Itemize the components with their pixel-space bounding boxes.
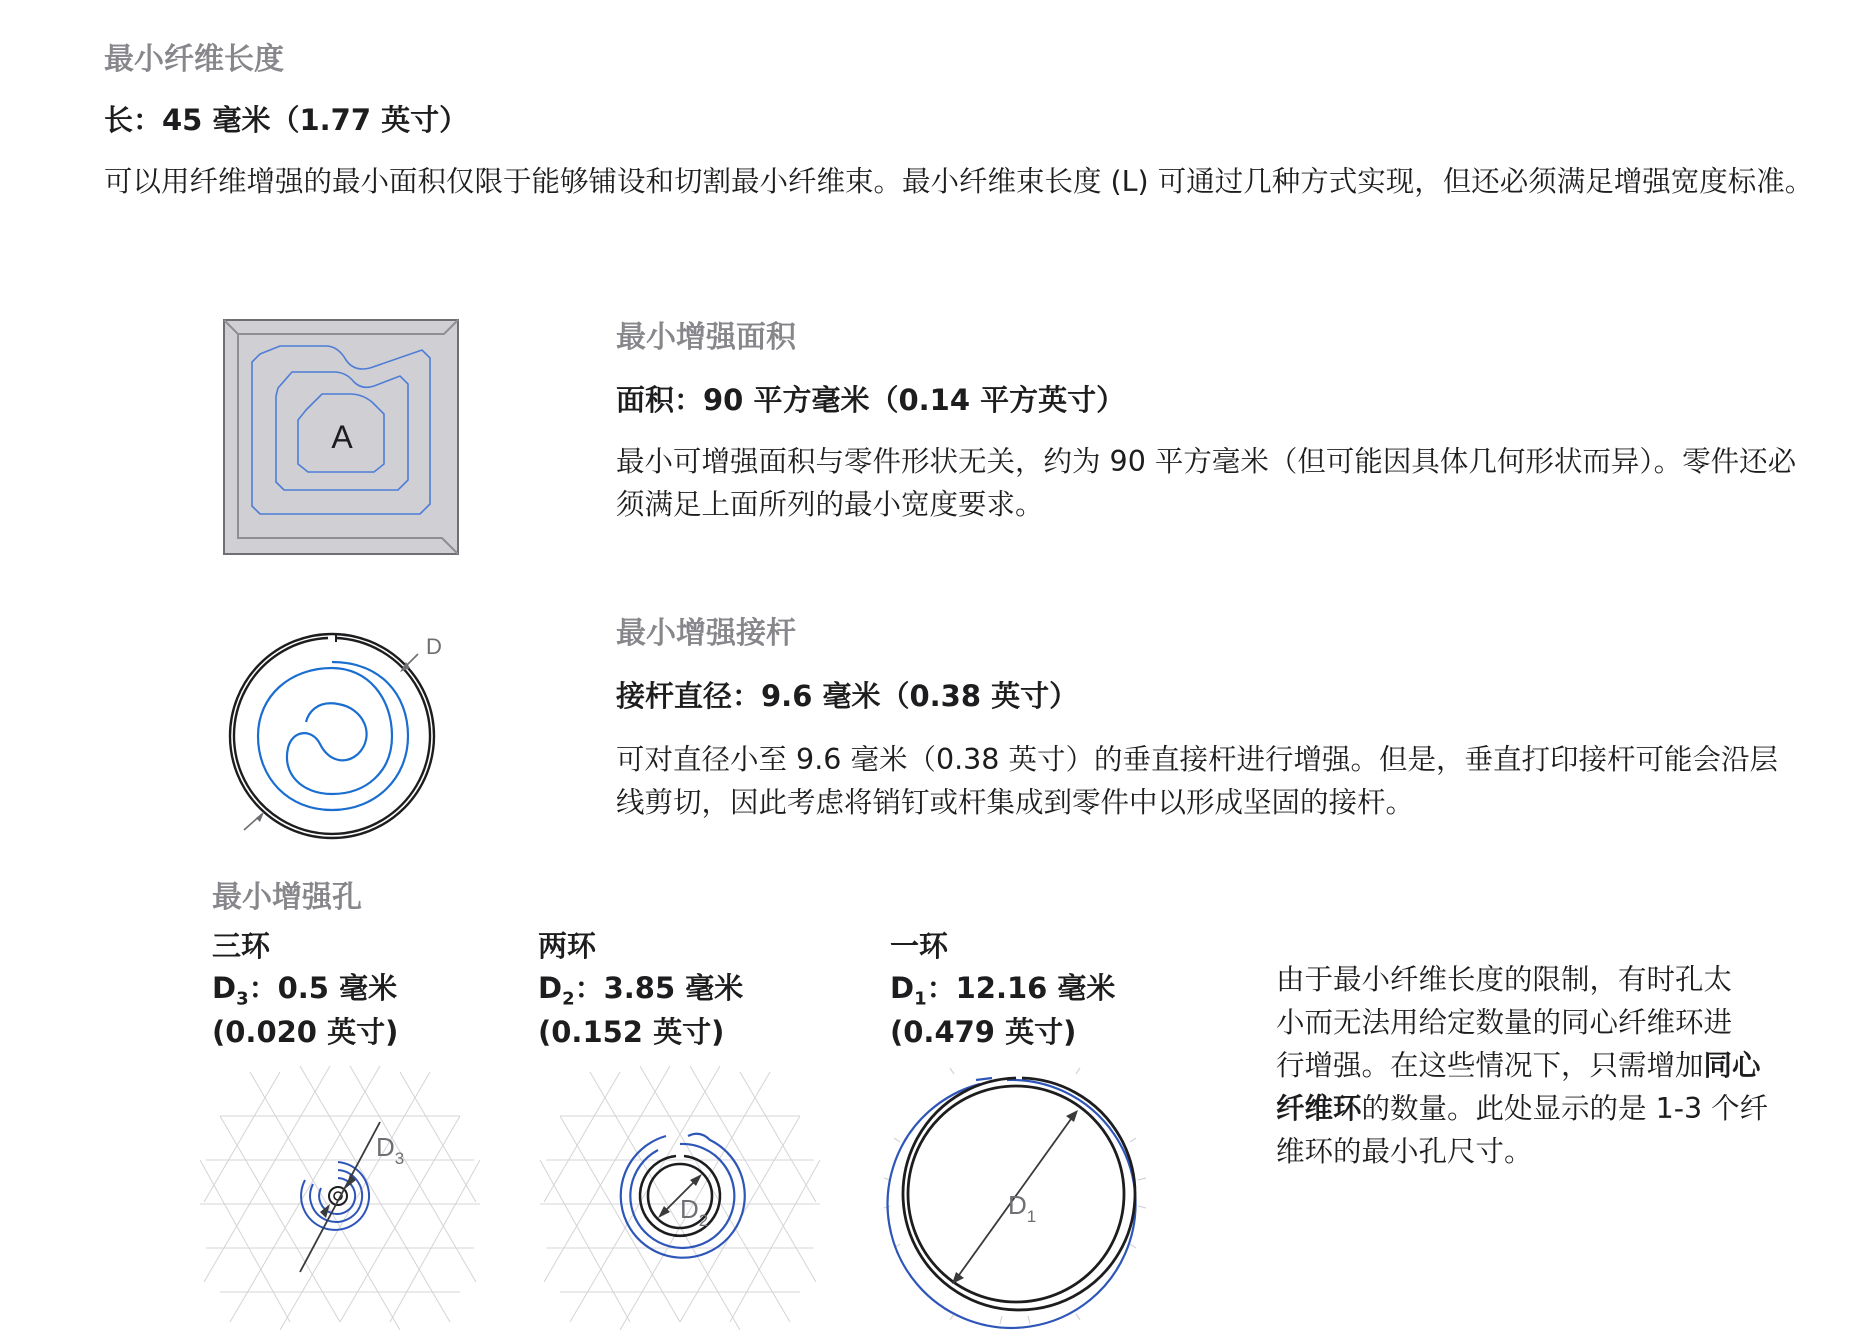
hole-2-figure [540, 1060, 820, 1330]
area-spec: 面积：90 平方毫米（0.14 平方英寸） [616, 383, 1126, 417]
hole-2-title: 两环 [538, 929, 597, 963]
area-figure [222, 316, 462, 556]
post-body: 可对直径小至 9.6 毫米（0.38 英寸）的垂直接杆进行增强。但是，垂直打印接杆可能会沿层线剪切，因此考虑将销钉或杆集成到零件中以形成坚固的接杆。 [616, 743, 1778, 819]
hole-2-inch: (0.152 英寸) [538, 1015, 725, 1049]
svg-text:D2: $D_2$ [680, 1194, 709, 1230]
hole-1-value: $D_3$：0.5 毫米 [212, 971, 398, 1010]
area-eyebrow: 最小增强面积 [616, 320, 796, 355]
post-eyebrow: 最小增强接杆 [616, 616, 796, 651]
holes-body: 由于最小纤维长度的限制，有时孔太 小而无法用给定数量的同心纤维环进 行增强。在这些情况下，只需增加同心 纤维环的数量。此处显示的是 1-3 个纤 维环的最小孔尺寸。 [1276, 963, 1769, 1168]
hole-1-title: 三环 [212, 929, 271, 963]
hole-1-inch: (0.020 英寸) [212, 1015, 399, 1049]
hole-3-inch: (0.479 英寸) [890, 1015, 1077, 1049]
holes-eyebrow: 最小增强孔 [212, 880, 362, 915]
length-spec: 长：45 毫米（1.77 英寸） [104, 103, 469, 137]
svg-text:D3: $D_3$ [376, 1132, 405, 1168]
post-spec: 接杆直径：9.6 毫米（0.38 英寸） [616, 679, 1079, 713]
hole-3-title: 一环 [890, 929, 949, 963]
post-figure [220, 624, 460, 844]
area-figure-label: A [331, 419, 353, 455]
length-eyebrow: 最小纤维长度 [104, 42, 284, 77]
hole-1-figure [200, 1060, 480, 1330]
length-body: 可以用纤维增强的最小面积仅限于能够铺设和切割最小纤维束。最小纤维束长度 (L) 可通过几种方式实现，但还必须满足增强宽度标准。 [104, 165, 1814, 198]
hole-2-value: $D_2$：3.85 毫米 [538, 971, 744, 1010]
hole-3-value: $D_1$：12.16 毫米 [890, 971, 1116, 1010]
area-body: 最小可增强面积与零件形状无关，约为 90 平方毫米（但可能因具体几何形状而异）。零件还必须满足上面所列的最小宽度要求。 [616, 445, 1797, 521]
hole-3-figure [880, 1058, 1150, 1330]
svg-text:D1: $D_1$ [1008, 1190, 1037, 1226]
post-figure-label: D [426, 634, 442, 659]
